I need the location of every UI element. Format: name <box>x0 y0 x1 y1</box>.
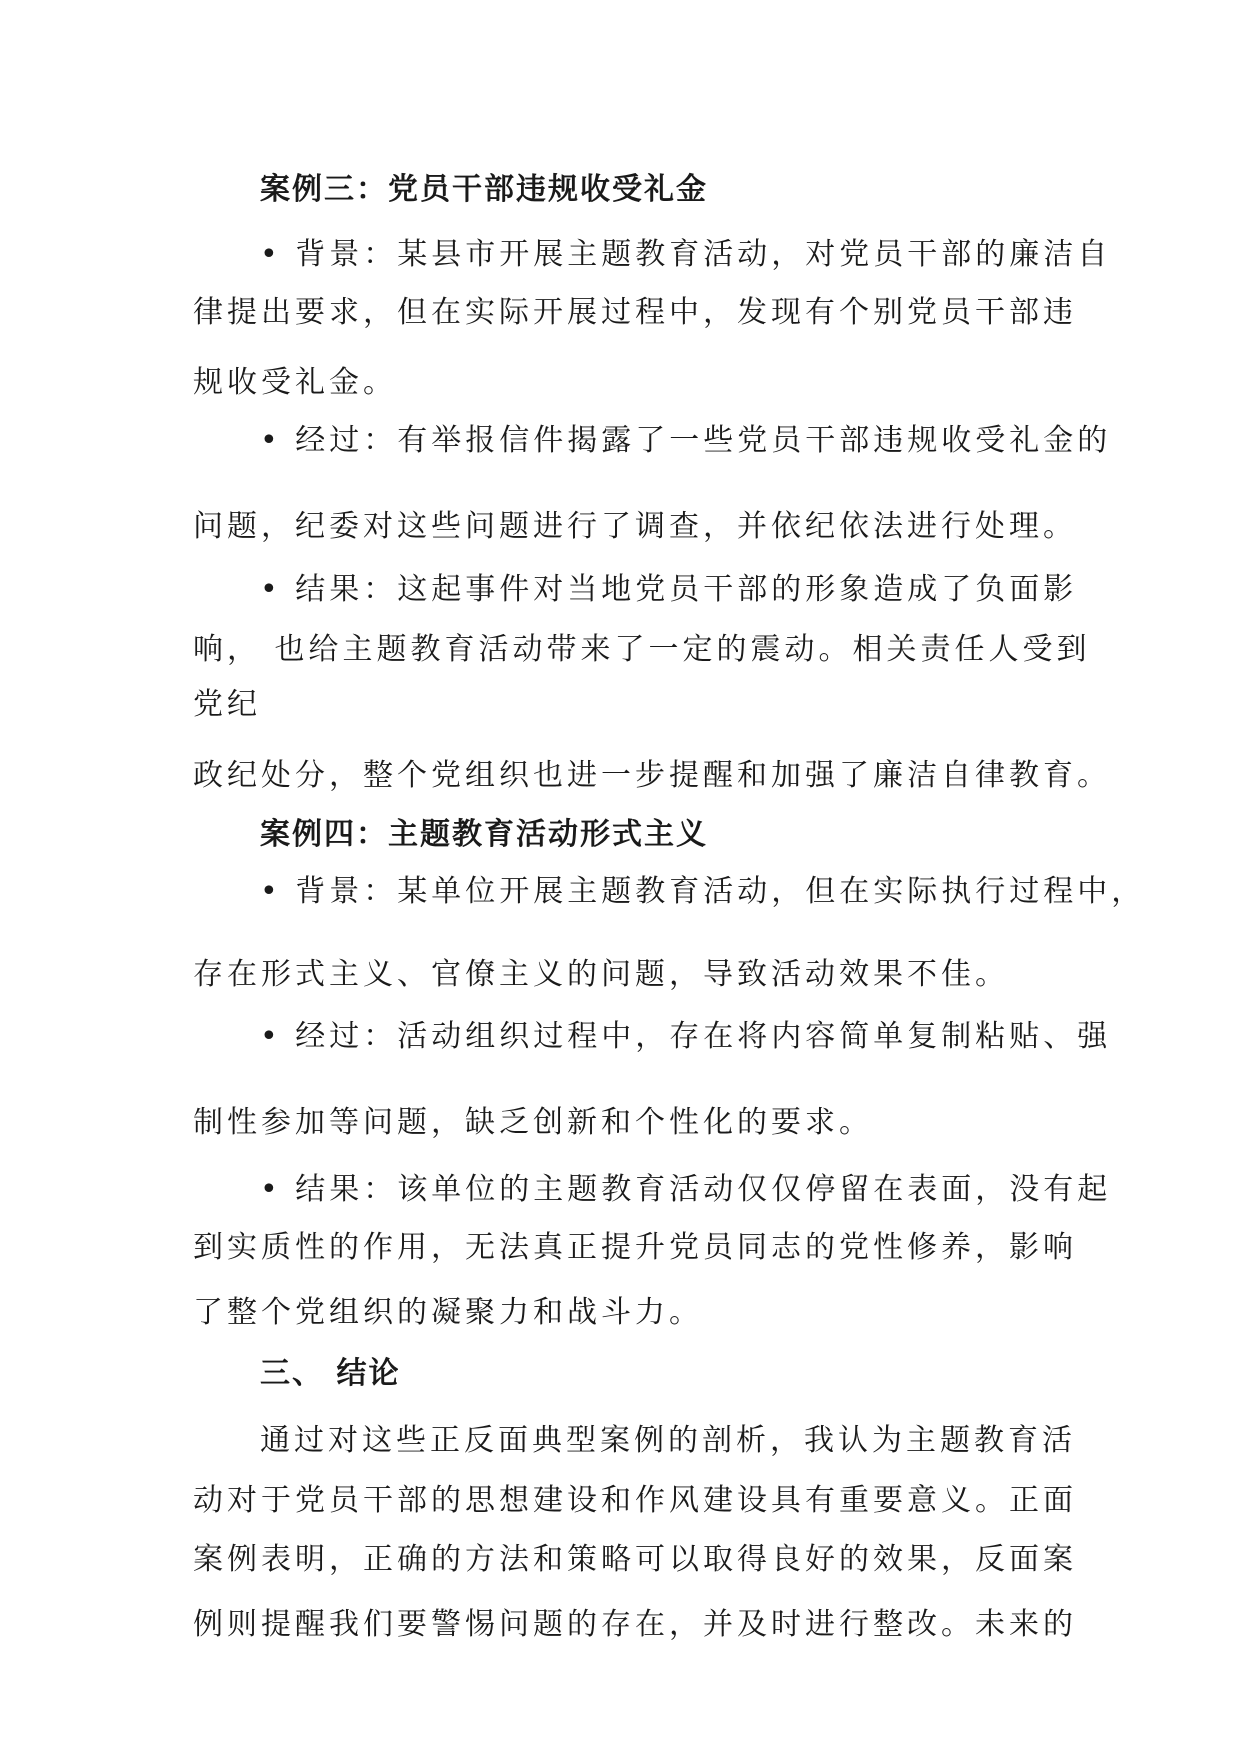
case-4-result-line-3: 了整个党组织的凝聚力和战斗力。 <box>193 1295 703 1330</box>
case-4-background-line-1: • 背景：某单位开展主题教育活动，但在实际执行过程中， <box>260 874 1146 909</box>
conclusion-heading: 三、 结论 <box>260 1356 401 1391</box>
case-4-process-line-1: • 经过：活动组织过程中，存在将内容简单复制粘贴、强 <box>260 1019 1112 1054</box>
case-4-result-line-1: • 结果：该单位的主题教育活动仅仅停留在表面，没有起 <box>260 1172 1112 1207</box>
case-4-background-line-2: 存在形式主义、官僚主义的问题，导致活动效果不佳。 <box>193 957 1009 992</box>
case-4-process-line-2: 制性参加等问题，缺乏创新和个性化的要求。 <box>193 1105 873 1140</box>
case-3-result-line-4: 政纪处分，整个党组织也进一步提醒和加强了廉洁自律教育。 <box>193 758 1111 793</box>
case-3-background-line-2: 律提出要求，但在实际开展过程中，发现有个别党员干部违 <box>193 295 1077 330</box>
case-3-background-line-1: • 背景：某县市开展主题教育活动，对党员干部的廉洁自 <box>260 237 1112 272</box>
case-4-result-line-2: 到实质性的作用，无法真正提升党员同志的党性修养，影响 <box>193 1230 1077 1265</box>
conclusion-line-4: 例则提醒我们要警惕问题的存在，并及时进行整改。未来的 <box>193 1607 1077 1642</box>
case-3-heading: 案例三：党员干部违规收受礼金 <box>260 172 708 207</box>
conclusion-line-2: 动对于党员干部的思想建设和作风建设具有重要意义。正面 <box>193 1483 1077 1518</box>
case-3-background-line-3: 规收受礼金。 <box>193 365 397 400</box>
conclusion-line-3: 案例表明，正确的方法和策略可以取得良好的效果，反面案 <box>193 1542 1077 1577</box>
case-3-result-line-2: 响， 也给主题教育活动带来了一定的震动。相关责任人受到 <box>193 632 1091 667</box>
case-3-process-line-1: • 经过：有举报信件揭露了一些党员干部违规收受礼金的 <box>260 423 1112 458</box>
case-3-result-line-3: 党纪 <box>193 687 261 722</box>
case-3-process-line-2: 问题，纪委对这些问题进行了调查，并依纪依法进行处理。 <box>193 509 1077 544</box>
case-3-result-line-1: • 结果：这起事件对当地党员干部的形象造成了负面影 <box>260 572 1078 607</box>
case-4-heading: 案例四：主题教育活动形式主义 <box>260 817 708 852</box>
conclusion-line-1: 通过对这些正反面典型案例的剖析，我认为主题教育活 <box>260 1423 1076 1458</box>
